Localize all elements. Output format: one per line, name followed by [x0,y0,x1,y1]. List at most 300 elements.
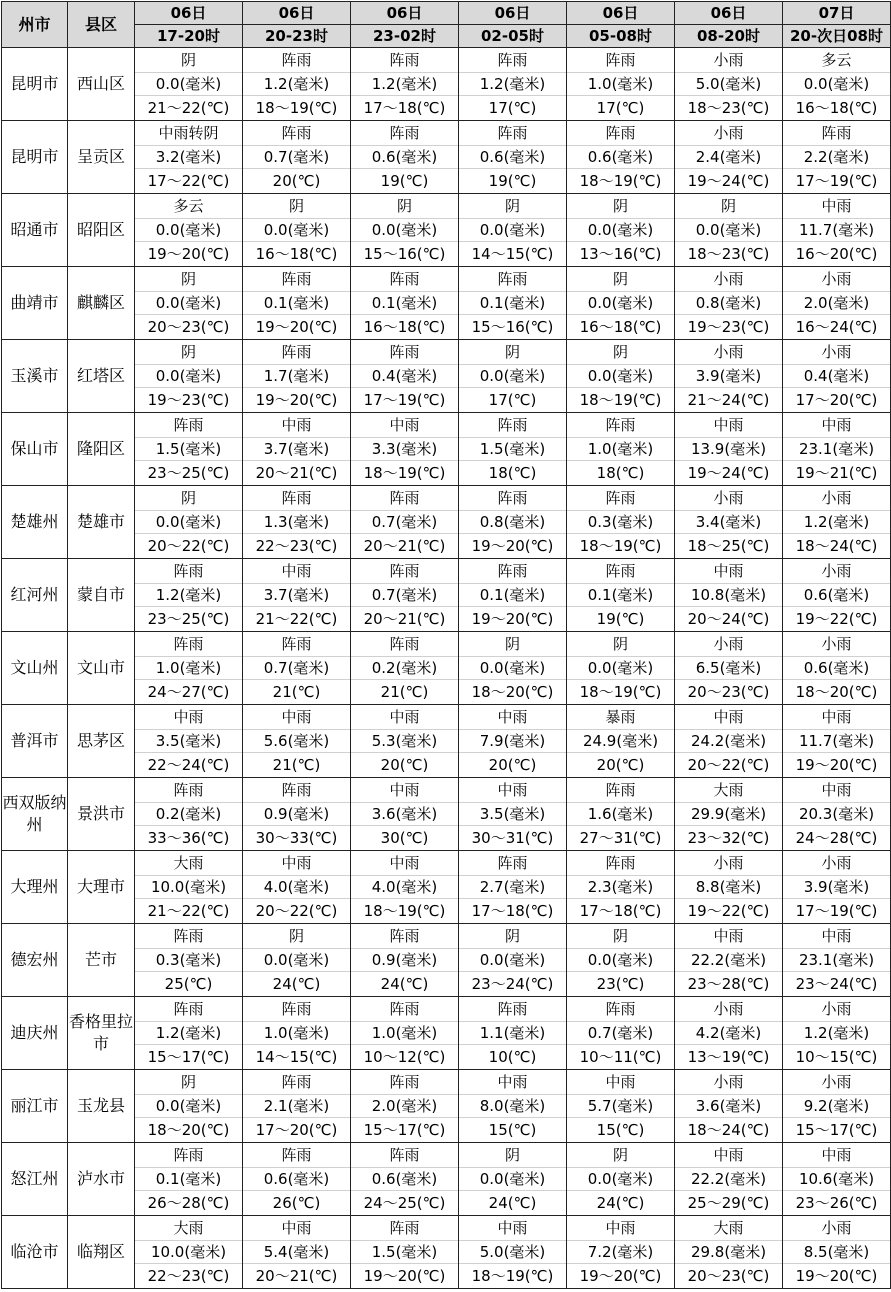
prefecture-name: 临沧市 [2,1216,68,1289]
table-row [2,997,891,1070]
weather-condition: 中雨 [605,1219,636,1237]
weather-condition: 小雨 [713,124,744,142]
header-time: 02-05时 [459,25,567,48]
header-time: 23-02时 [351,25,459,48]
forecast-cell [675,924,783,997]
rainfall-amount: 4.0(毫米) [351,875,458,899]
temperature-range: 18～19(℃) [579,537,662,555]
temperature-range: 20(℃) [488,756,537,774]
forecast-cell [567,1070,675,1143]
temperature-range: 17～20(℃) [795,391,878,409]
weather-condition: 阴 [180,489,196,507]
rainfall-amount: 0.0(毫米) [243,948,350,972]
rainfall-amount: 0.0(毫米) [459,1167,566,1191]
forecast-cell [783,1070,891,1143]
rainfall-amount: 0.7(毫米) [351,583,458,607]
temperature-range: 19～20(℃) [255,318,338,336]
temperature-range: 17～19(℃) [363,391,446,409]
temperature-range: 16～24(℃) [795,318,878,336]
temperature-range: 10～15(℃) [795,1048,878,1066]
rainfall-amount: 0.2(毫米) [135,802,242,826]
prefecture-name: 楚雄州 [2,486,68,559]
rainfall-amount: 0.0(毫米) [459,364,566,388]
forecast-cell [135,705,243,778]
forecast-cell [351,705,459,778]
temperature-range: 19～20(℃) [255,391,338,409]
weather-condition: 阴 [288,197,304,215]
weather-condition: 阴 [612,635,628,653]
forecast-cell [243,121,351,194]
temperature-range: 15～16(℃) [471,318,554,336]
header-date: 06日 [459,2,567,25]
weather-condition: 阵雨 [389,927,420,945]
forecast-cell [351,924,459,997]
forecast-cell [351,194,459,267]
temperature-range: 22～24(℃) [147,756,230,774]
rainfall-amount: 0.8(毫米) [459,510,566,534]
temperature-range: 20～21(℃) [363,537,446,555]
header-time: 08-20时 [675,25,783,48]
weather-condition: 阵雨 [389,635,420,653]
rainfall-amount: 7.9(毫米) [459,729,566,753]
temperature-range: 18～20(℃) [471,683,554,701]
forecast-cell [135,1216,243,1289]
table-row [2,851,891,924]
forecast-cell [567,121,675,194]
weather-condition: 中雨 [821,416,852,434]
temperature-range: 19(℃) [488,172,537,190]
weather-condition: 阵雨 [173,1146,204,1164]
weather-condition: 阵雨 [281,489,312,507]
temperature-range: 19(℃) [380,172,429,190]
forecast-cell [675,413,783,486]
forecast-cell [567,997,675,1070]
forecast-cell [243,340,351,413]
forecast-cell [783,48,891,121]
weather-condition: 阴 [396,197,412,215]
weather-condition: 阵雨 [389,562,420,580]
weather-condition: 小雨 [821,1000,852,1018]
weather-condition: 阵雨 [389,51,420,69]
forecast-cell [567,705,675,778]
forecast-cell [351,851,459,924]
rainfall-amount: 1.3(毫米) [243,510,350,534]
rainfall-amount: 0.1(毫米) [135,1167,242,1191]
table-row [2,559,891,632]
weather-condition: 阵雨 [497,854,528,872]
weather-condition: 暴雨 [605,708,636,726]
forecast-cell [243,1216,351,1289]
weather-condition: 中雨 [281,562,312,580]
weather-condition: 阵雨 [605,781,636,799]
rainfall-amount: 0.3(毫米) [567,510,674,534]
weather-condition: 阵雨 [389,270,420,288]
rainfall-amount: 1.2(毫米) [351,72,458,96]
weather-condition: 中雨 [821,1146,852,1164]
rainfall-amount: 0.0(毫米) [135,72,242,96]
temperature-range: 18～23(℃) [687,245,770,263]
weather-condition: 阵雨 [497,270,528,288]
weather-condition: 小雨 [821,635,852,653]
weather-condition: 中雨 [281,1219,312,1237]
forecast-cell [459,413,567,486]
rainfall-amount: 0.1(毫米) [567,583,674,607]
rainfall-amount: 29.9(毫米) [675,802,782,826]
rainfall-amount: 3.7(毫米) [243,583,350,607]
forecast-cell [783,1216,891,1289]
weather-condition: 大雨 [173,1219,204,1237]
temperature-range: 19～20(℃) [471,610,554,628]
temperature-range: 15～17(℃) [795,1121,878,1139]
temperature-range: 19～20(℃) [795,756,878,774]
temperature-range: 17～18(℃) [363,99,446,117]
rainfall-amount: 3.9(毫米) [675,364,782,388]
weather-condition: 阴 [180,343,196,361]
forecast-cell [351,1070,459,1143]
forecast-cell [135,1143,243,1216]
rainfall-amount: 1.2(毫米) [459,72,566,96]
forecast-cell [567,632,675,705]
rainfall-amount: 2.1(毫米) [243,1094,350,1118]
rainfall-amount: 0.0(毫米) [675,218,782,242]
weather-condition: 阴 [504,1146,520,1164]
temperature-range: 15～17(℃) [147,1048,230,1066]
rainfall-amount: 1.0(毫米) [135,656,242,680]
temperature-range: 20(℃) [596,756,645,774]
weather-condition: 小雨 [821,562,852,580]
county-name: 大理市 [68,851,135,924]
forecast-cell [135,267,243,340]
temperature-range: 16～18(℃) [363,318,446,336]
temperature-range: 33～36(℃) [147,829,230,847]
forecast-cell [351,778,459,851]
forecast-cell [783,413,891,486]
forecast-cell [243,413,351,486]
temperature-range: 18～24(℃) [795,537,878,555]
forecast-cell [351,1143,459,1216]
prefecture-name: 红河州 [2,559,68,632]
rainfall-amount: 0.7(毫米) [351,510,458,534]
forecast-cell [783,778,891,851]
weather-condition: 阴 [180,1073,196,1091]
rainfall-amount: 1.7(毫米) [243,364,350,388]
temperature-range: 17～22(℃) [147,172,230,190]
temperature-range: 17(℃) [488,391,537,409]
weather-condition: 阵雨 [281,635,312,653]
temperature-range: 18～23(℃) [687,99,770,117]
temperature-range: 23～24(℃) [471,975,554,993]
rainfall-amount: 5.3(毫米) [351,729,458,753]
table-row [2,413,891,486]
temperature-range: 26(℃) [272,1194,321,1212]
temperature-range: 18(℃) [596,464,645,482]
weather-condition: 阵雨 [281,1073,312,1091]
weather-condition: 中雨转阴 [158,124,219,142]
weather-condition: 中雨 [713,708,744,726]
weather-condition: 阵雨 [605,562,636,580]
rainfall-amount: 0.9(毫米) [243,802,350,826]
forecast-cell [675,486,783,559]
weather-condition: 中雨 [389,781,420,799]
weather-condition: 小雨 [713,854,744,872]
temperature-range: 25(℃) [164,975,213,993]
temperature-range: 21～22(℃) [255,610,338,628]
rainfall-amount: 1.5(毫米) [135,437,242,461]
forecast-cell [135,194,243,267]
weather-condition: 阵雨 [281,1146,312,1164]
forecast-cell [135,486,243,559]
weather-condition: 中雨 [605,1073,636,1091]
county-name: 西山区 [68,48,135,121]
rainfall-amount: 23.1(毫米) [783,948,890,972]
table-row [2,778,891,851]
weather-condition: 阴 [612,197,628,215]
forecast-cell [567,194,675,267]
header-date: 06日 [567,2,675,25]
forecast-cell [351,486,459,559]
weather-condition: 阴 [504,635,520,653]
forecast-cell [675,1070,783,1143]
weather-condition: 阵雨 [173,416,204,434]
county-name: 蒙自市 [68,559,135,632]
forecast-cell [243,997,351,1070]
weather-condition: 阴 [180,270,196,288]
forecast-cell [135,1070,243,1143]
temperature-range: 20～23(℃) [147,318,230,336]
rainfall-amount: 0.6(毫米) [567,145,674,169]
temperature-range: 20～22(℃) [255,902,338,920]
temperature-range: 19～22(℃) [687,902,770,920]
county-name: 楚雄市 [68,486,135,559]
rainfall-amount: 0.0(毫米) [351,218,458,242]
table-row [2,267,891,340]
forecast-cell [135,340,243,413]
weather-condition: 多云 [173,197,204,215]
rainfall-amount: 0.4(毫米) [783,364,890,388]
weather-condition: 阵雨 [497,51,528,69]
weather-condition: 阵雨 [605,854,636,872]
forecast-cell [783,267,891,340]
weather-condition: 小雨 [713,1073,744,1091]
forecast-cell [351,997,459,1070]
temperature-range: 19～23(℃) [687,318,770,336]
rainfall-amount: 0.6(毫米) [351,145,458,169]
rainfall-amount: 0.0(毫米) [567,948,674,972]
forecast-cell [135,559,243,632]
forecast-cell [675,851,783,924]
forecast-cell [675,705,783,778]
weather-condition: 中雨 [281,708,312,726]
forecast-cell [675,48,783,121]
temperature-range: 10(℃) [488,1048,537,1066]
rainfall-amount: 13.9(毫米) [675,437,782,461]
county-name: 芒市 [68,924,135,997]
temperature-range: 18～19(℃) [471,1267,554,1285]
weather-condition: 阵雨 [605,416,636,434]
forecast-cell [675,1143,783,1216]
rainfall-amount: 1.0(毫米) [567,437,674,461]
forecast-cell [351,121,459,194]
temperature-range: 21(℃) [272,683,321,701]
rainfall-amount: 10.8(毫米) [675,583,782,607]
rainfall-amount: 2.0(毫米) [351,1094,458,1118]
header-time: 17-20时 [135,25,243,48]
temperature-range: 16～18(℃) [255,245,338,263]
temperature-range: 19～20(℃) [471,537,554,555]
forecast-cell [783,340,891,413]
rainfall-amount: 0.0(毫米) [243,218,350,242]
forecast-cell [675,1216,783,1289]
weather-condition: 中雨 [497,1219,528,1237]
rainfall-amount: 8.5(毫米) [783,1240,890,1264]
weather-condition: 中雨 [389,416,420,434]
forecast-cell [783,1143,891,1216]
rainfall-amount: 8.0(毫米) [459,1094,566,1118]
rainfall-amount: 0.3(毫米) [135,948,242,972]
weather-condition: 阴 [504,927,520,945]
weather-condition: 阵雨 [281,781,312,799]
temperature-range: 18～19(℃) [363,464,446,482]
temperature-range: 17(℃) [488,99,537,117]
rainfall-amount: 0.0(毫米) [135,218,242,242]
weather-condition: 阵雨 [821,124,852,142]
temperature-range: 20～21(℃) [255,1267,338,1285]
rainfall-amount: 0.0(毫米) [459,948,566,972]
prefecture-name: 昭通市 [2,194,68,267]
temperature-range: 16～20(℃) [795,245,878,263]
temperature-range: 23～32(℃) [687,829,770,847]
weather-condition: 阴 [612,343,628,361]
rainfall-amount: 0.9(毫米) [351,948,458,972]
rainfall-amount: 2.3(毫米) [567,875,674,899]
rainfall-amount: 0.6(毫米) [243,1167,350,1191]
weather-condition: 小雨 [713,489,744,507]
header-row-time [2,25,891,48]
temperature-range: 17～20(℃) [255,1121,338,1139]
weather-condition: 阴 [612,927,628,945]
temperature-range: 30～31(℃) [471,829,554,847]
forecast-table-container [1,1,891,1289]
rainfall-amount: 0.1(毫米) [243,291,350,315]
temperature-range: 24～27(℃) [147,683,230,701]
temperature-range: 16～18(℃) [795,99,878,117]
rainfall-amount: 0.4(毫米) [351,364,458,388]
forecast-cell [243,1143,351,1216]
temperature-range: 25～29(℃) [687,1194,770,1212]
header-date: 06日 [675,2,783,25]
forecast-cell [351,1216,459,1289]
rainfall-amount: 0.7(毫米) [567,1021,674,1045]
rainfall-amount: 0.1(毫米) [351,291,458,315]
forecast-cell [675,121,783,194]
temperature-range: 24(℃) [380,975,429,993]
county-name: 临翔区 [68,1216,135,1289]
forecast-cell [135,778,243,851]
weather-condition: 阵雨 [497,124,528,142]
county-name: 隆阳区 [68,413,135,486]
rainfall-amount: 20.3(毫米) [783,802,890,826]
rainfall-amount: 5.7(毫米) [567,1094,674,1118]
rainfall-amount: 0.0(毫米) [567,656,674,680]
forecast-cell [783,632,891,705]
forecast-cell [459,1070,567,1143]
temperature-range: 23(℃) [596,975,645,993]
temperature-range: 20～24(℃) [687,610,770,628]
weather-condition: 中雨 [821,781,852,799]
rainfall-amount: 5.0(毫米) [675,72,782,96]
rainfall-amount: 3.3(毫米) [351,437,458,461]
weather-condition: 阵雨 [281,124,312,142]
temperature-range: 21～24(℃) [687,391,770,409]
weather-condition: 阵雨 [281,51,312,69]
header-date: 06日 [135,2,243,25]
temperature-range: 19～20(℃) [795,1267,878,1285]
rainfall-amount: 10.0(毫米) [135,875,242,899]
forecast-cell [135,48,243,121]
rainfall-amount: 24.2(毫米) [675,729,782,753]
forecast-cell [567,559,675,632]
forecast-cell [567,48,675,121]
forecast-cell [567,486,675,559]
rainfall-amount: 11.7(毫米) [783,218,890,242]
weather-condition: 阴 [504,197,520,215]
header-prefecture: 州市 [2,2,68,48]
rainfall-amount: 24.9(毫米) [567,729,674,753]
weather-condition: 阵雨 [605,489,636,507]
weather-condition: 中雨 [497,781,528,799]
forecast-cell [567,413,675,486]
rainfall-amount: 2.0(毫米) [783,291,890,315]
forecast-cell [351,267,459,340]
rainfall-amount: 0.8(毫米) [675,291,782,315]
rainfall-amount: 1.2(毫米) [783,1021,890,1045]
forecast-cell [675,194,783,267]
temperature-range: 17～19(℃) [795,902,878,920]
rainfall-amount: 1.2(毫米) [783,510,890,534]
forecast-cell [783,194,891,267]
temperature-range: 19～24(℃) [687,172,770,190]
weather-condition: 阵雨 [389,343,420,361]
forecast-cell [459,48,567,121]
temperature-range: 17(℃) [596,99,645,117]
forecast-cell [567,1143,675,1216]
temperature-range: 23～26(℃) [795,1194,878,1212]
forecast-cell [135,413,243,486]
temperature-range: 18～19(℃) [579,391,662,409]
rainfall-amount: 1.0(毫米) [351,1021,458,1045]
rainfall-amount: 0.0(毫米) [459,656,566,680]
temperature-range: 19～24(℃) [687,464,770,482]
temperature-range: 19～21(℃) [795,464,878,482]
forecast-cell [459,924,567,997]
forecast-cell [567,1216,675,1289]
prefecture-name: 大理州 [2,851,68,924]
temperature-range: 15～16(℃) [363,245,446,263]
weather-condition: 中雨 [497,1073,528,1091]
rainfall-amount: 6.5(毫米) [675,656,782,680]
temperature-range: 23～24(℃) [795,975,878,993]
temperature-range: 23～28(℃) [687,975,770,993]
rainfall-amount: 0.0(毫米) [135,1094,242,1118]
rainfall-amount: 3.4(毫米) [675,510,782,534]
rainfall-amount: 23.1(毫米) [783,437,890,461]
rainfall-amount: 8.8(毫米) [675,875,782,899]
temperature-range: 21(℃) [272,756,321,774]
temperature-range: 19～23(℃) [147,391,230,409]
rainfall-amount: 0.7(毫米) [243,145,350,169]
temperature-range: 18～19(℃) [579,172,662,190]
table-row [2,1143,891,1216]
